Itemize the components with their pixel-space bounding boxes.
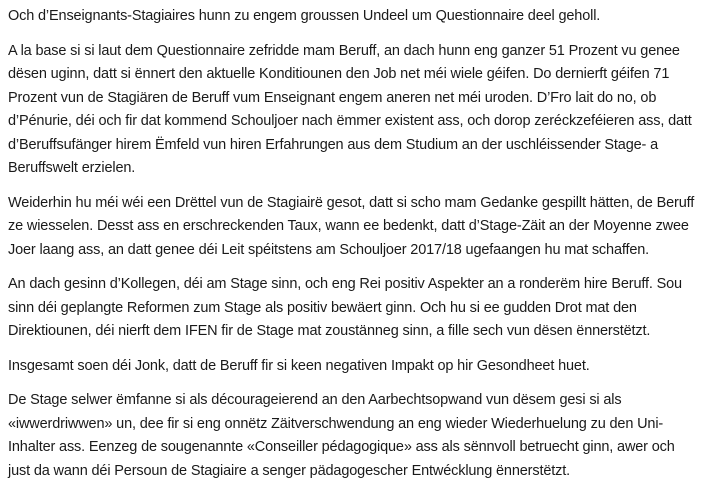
paragraph: Weiderhin hu méi wéi een Drëttel vun de Stagiairë gesot, datt si scho mam Gedanke gespillt hätten, de Beruff ze wiesselen. Desst ass en erschreckenden Taux, wann ee bedenkt, datt d’Stage-Zäit an der Moyenne zwee Joer laang ass, an datt genee déi Leit spéitstens am Schouljoer 2017/18 ugefaangen hu mat schaffen. — [8, 194, 695, 258]
paragraph: An dach gesinn d’Kollegen, déi am Stage sinn, och eng Rei positiv Aspekter an a ronderëm hire Beruff. Sou sinn déi geplangte Reformen zum Stage als positiv bewäert ginn. Och hu si ee gudden Drot mat den Direktiounen, déi nierft dem IFEN fir de Stage mat zoustänneg sinn, a fille sech vun dësen ënnerstëtzt. — [8, 276, 682, 339]
paragraph: A la base si si laut dem Questionnaire zefridde mam Beruff, an dach hunn eng ganzer 51 Prozent vu genee dësen uginn, datt si ënnert den aktuelle Konditiounen den Job net méi wiele géifen. Do dernierft géifen 71 Prozent vun de Stagiären de Beruff vum Enseignant engem aneren net méi uroden. D’Fro lait do no, ob d’Pénurie, déi och fir dat kommend Schouljoer nach ëmmer existent ass, och dorop zeréckzeféieren ass, datt d’Beruffsufänger hirem Ëmfeld vun hiren Erfahrungen aus dem Studium an der uschléissender Stage- a Beruffswelt erzielen. — [8, 42, 692, 176]
paragraph: Och d’Enseignants-Stagiaires hunn zu engem groussen Undeel um Questionnaire deel geholl. — [8, 8, 601, 24]
paragraph: De Stage selwer ëmfanne si als décourageierend an den Aarbechtsopwand vun dësem gesi si als «iwwerdriwwen» un, dee fir si eng onnëtz Zäitverschwendung an eng wieder Wiederhuelung zu den Uni-Inhalter ass. Eenzeg de sougenannte «Conseiller pédagogique» ass als sënnvoll betruecht ginn, awer och just da wann déi Persoun de Stagiaire a senger pädagogescher Entwécklung ënnerstëtzt. — [8, 392, 675, 479]
paragraph: Insgesamt soen déi Jonk, datt de Beruff fir si keen negativen Impakt op hir Gesondheet huet. — [8, 357, 590, 374]
